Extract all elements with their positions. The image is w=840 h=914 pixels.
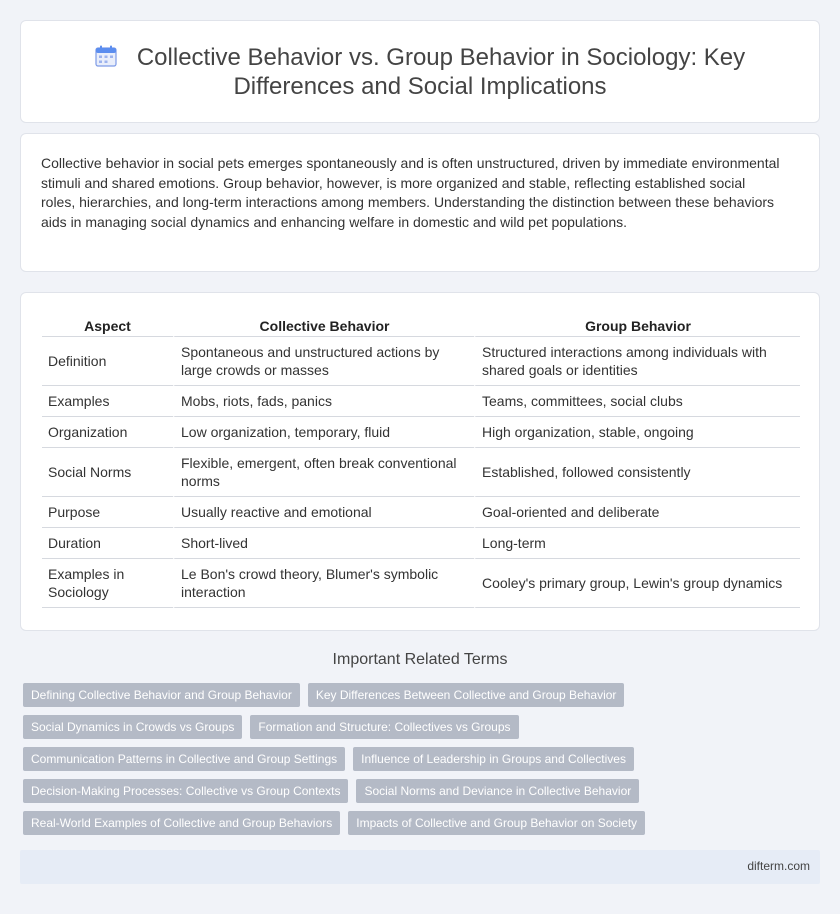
cell-aspect: Duration xyxy=(42,528,173,559)
header-group: Group Behavior xyxy=(474,315,800,337)
cell-collective: Le Bon's crowd theory, Blumer's symbolic interaction xyxy=(173,559,474,608)
cell-collective: Usually reactive and emotional xyxy=(173,497,474,528)
related-term-tag[interactable]: Impacts of Collective and Group Behavior on Society xyxy=(348,811,645,835)
cell-collective: Short-lived xyxy=(173,528,474,559)
cell-collective: Low organization, temporary, fluid xyxy=(173,417,474,448)
cell-collective: Mobs, riots, fads, panics xyxy=(173,386,474,417)
table-row xyxy=(42,497,800,528)
table-row xyxy=(42,448,800,497)
related-term-tag[interactable]: Key Differences Between Collective and Group Behavior xyxy=(308,683,625,707)
calendar-icon xyxy=(95,45,117,67)
footer xyxy=(20,850,820,884)
related-term-tag[interactable]: Influence of Leadership in Groups and Collectives xyxy=(353,747,634,771)
site-link[interactable]: difterm.com xyxy=(747,859,810,873)
table-row xyxy=(42,528,800,559)
related-term-tag[interactable]: Communication Patterns in Collective and Group Settings xyxy=(23,747,345,771)
header-collective: Collective Behavior xyxy=(173,315,474,337)
related-terms-title: Important Related Terms xyxy=(332,651,508,668)
cell-collective: Flexible, emergent, often break conventional norms xyxy=(173,448,474,497)
cell-group: Established, followed consistently xyxy=(474,448,800,497)
related-term-tag[interactable]: Decision-Making Processes: Collective vs Group Contexts xyxy=(23,779,348,803)
cell-group: Cooley's primary group, Lewin's group dynamics xyxy=(474,559,800,608)
cell-collective: Spontaneous and unstructured actions by large crowds or masses xyxy=(173,337,474,386)
table-header-row xyxy=(42,315,800,337)
cell-group: High organization, stable, ongoing xyxy=(474,417,800,448)
intro-paragraph: Collective behavior in social pets emerges spontaneously and is often unstructured, driven by immediate environmental stimuli and shared emotions. Group behavior, however, is more organized and stable, reflecting established social roles, hierarchies, and long-term interactions among members. Understanding the distinction between these behaviors aids in managing social dynamics and enhancing welfare in domestic and wild pet populations. xyxy=(41,155,780,230)
comparison-card xyxy=(20,292,820,631)
related-term-tag[interactable]: Social Dynamics in Crowds vs Groups xyxy=(23,715,242,739)
cell-group: Structured interactions among individuals with shared goals or identities xyxy=(474,337,800,386)
cell-aspect: Social Norms xyxy=(42,448,173,497)
related-term-tag[interactable]: Defining Collective Behavior and Group Behavior xyxy=(23,683,300,707)
comparison-table xyxy=(42,315,800,608)
title-card xyxy=(20,20,820,123)
cell-group: Teams, committees, social clubs xyxy=(474,386,800,417)
cell-group: Goal-oriented and deliberate xyxy=(474,497,800,528)
header-aspect: Aspect xyxy=(42,315,173,337)
related-term-tag[interactable]: Real-World Examples of Collective and Group Behaviors xyxy=(23,811,340,835)
cell-aspect: Examples in Sociology xyxy=(42,559,173,608)
table-row xyxy=(42,386,800,417)
page-title xyxy=(21,43,819,101)
related-term-tag[interactable]: Formation and Structure: Collectives vs Groups xyxy=(250,715,518,739)
cell-group: Long-term xyxy=(474,528,800,559)
table-row xyxy=(42,337,800,386)
cell-aspect: Purpose xyxy=(42,497,173,528)
related-term-tag[interactable]: Social Norms and Deviance in Collective Behavior xyxy=(356,779,639,803)
title-line-1: Collective Behavior vs. Group Behavior in Sociology: Key xyxy=(136,44,746,71)
intro-card xyxy=(20,133,820,272)
cell-aspect: Examples xyxy=(42,386,173,417)
table-row xyxy=(42,417,800,448)
cell-aspect: Definition xyxy=(42,337,173,386)
table-row xyxy=(42,559,800,608)
cell-aspect: Organization xyxy=(42,417,173,448)
title-line-2: Differences and Social Implications xyxy=(233,73,607,100)
related-terms-list xyxy=(23,683,823,843)
